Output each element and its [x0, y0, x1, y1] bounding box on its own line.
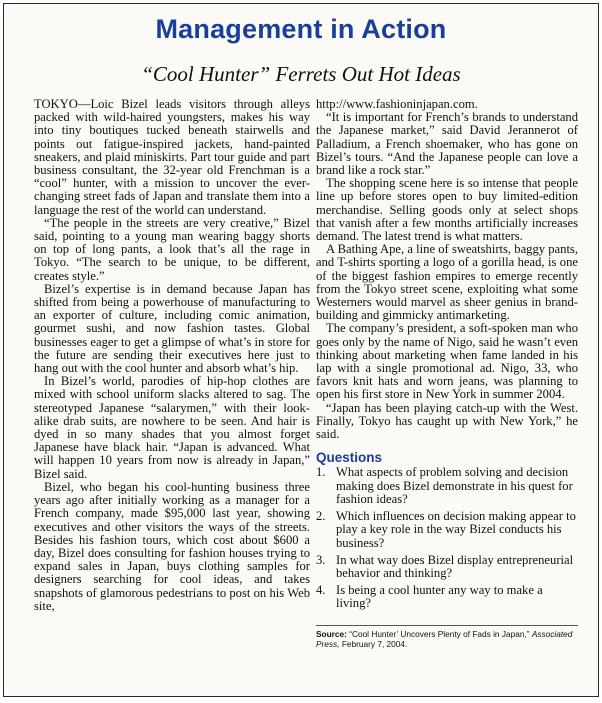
- section-title: Management in Action: [155, 14, 447, 44]
- question-item: [316, 584, 578, 610]
- article-paragraph: “It is important for French’s brands to understand the Japanese market,” said David Jerannerot of Palladium, a French shoemaker, who has gone on Bizel’s tours. “And the Japanese people can love a brand like a rock star.”: [316, 110, 578, 178]
- question-number: 3.: [316, 552, 326, 567]
- article-paragraph: A Bathing Ape, a line of sweatshirts, baggy pants, and T-shirts sporting a logo of a gorilla head, is one of the biggest fashion empires to emerge recently from the Tokyo street scene, exploiting what some Westerners would marvel as sheer genius in brand-building and gimmicky antimarketing.: [316, 242, 578, 323]
- website-url: http://www.fashioninjapan.com.: [316, 97, 478, 111]
- question-text: In what way does Bizel display entrepreneurial behavior and thinking?: [336, 552, 574, 580]
- question-text: Is being a cool hunter any way to make a living?: [336, 583, 543, 611]
- article-paragraph: “The people in the streets are very creative,” Bizel said, pointing to a young man wearing baggy shorts on top of long pants, a look that’s all the rage in Tokyo. “The search to be unique, to be different, creates style.”: [34, 215, 310, 283]
- question-item: [316, 510, 578, 550]
- right-column: [316, 98, 578, 649]
- article-page: [3, 3, 599, 697]
- article-headline: “Cool Hunter” Ferrets Out Hot Ideas: [141, 62, 461, 86]
- source-text: “Cool Hunter’ Uncovers Plenty of Fads in Japan,”: [346, 628, 532, 639]
- article-paragraph: TOKYO—Loic Bizel leads visitors through alleys packed with wild-haired youngsters, makes his way into tiny boutiques tucked beneath stairwells and points out fatigue-inspired jackets, hand-painted sneakers, and plaid miniskirts. Part tour guide and part business consultant, the 32-year old Frenchman is a “cool” hunter, with a mission to uncover the ever-changing street fads of Japan and translate them into a language the rest of the world can understand.: [34, 97, 310, 217]
- question-item: [316, 466, 578, 506]
- source-publication: Associated Press,: [316, 628, 573, 649]
- article-paragraph: The company’s president, a soft-spoken man who goes only by the name of Nigo, said he wasn’t even thinking about marketing when fame landed in his lap with a single promotional ad. Nigo, 33, who favors knit hats and worn jeans, was planning to open his first store in New York in summer 2004.: [316, 321, 578, 402]
- article-paragraph: “Japan has been playing catch-up with the West. Finally, Tokyo has caught up with New York,” he said.: [316, 400, 578, 442]
- article-paragraph: In Bizel’s world, parodies of hip-hop clothes are mixed with school uniform slacks altered to sag. The stereotyped Japanese “salarymen,” with their look-alike drab suits, are nowhere to be seen. And hair is dyed in so many shades that you almost forget Japanese have black hair. “Japan is advanced. What will happen 10 years from now is already in Japan,” Bizel said.: [34, 374, 310, 481]
- question-number: 1.: [316, 465, 326, 480]
- question-item: [316, 554, 578, 580]
- source-label: Source:: [316, 628, 347, 639]
- questions-heading: Questions: [316, 450, 383, 466]
- source-citation: [316, 625, 578, 649]
- article-paragraph: Bizel’s expertise is in demand because Japan has shifted from being a powerhouse of manufacturing to an exporter of culture, including comic animation, gourmet sushi, and now fashion tastes. Global businesses eager to get a glimpse of what’s in store for the future are sending their executives here just to hang out with the cool hunter and absorb what’s hip.: [34, 281, 310, 376]
- left-column: [34, 98, 310, 613]
- questions-list: [316, 466, 578, 610]
- question-text: Which influences on decision making appear to play a key role in the way Bizel conducts his business?: [336, 509, 576, 550]
- question-number: 2.: [316, 509, 326, 524]
- question-text: What aspects of problem solving and decision making does Bizel demonstrate in his quest for fashion ideas?: [336, 465, 573, 506]
- source-date: February 7, 2004.: [339, 638, 408, 649]
- article-paragraph: Bizel, who began his cool-hunting business three years ago after initially working as a manager for a French company, made $95,000 last year, showing executives and other visitors the ways of the streets. Besides his fashion tours, which cost about $600 a day, Bizel does consulting for fashion houses trying to expand sales in Japan, buys clothing samples for designers searching for cool ideas, and takes snapshots of glamorous pedestrians to post on his Web site,: [34, 479, 310, 613]
- question-number: 4.: [316, 583, 326, 598]
- article-paragraph: The shopping scene here is so intense that people line up before stores open to buy limited-edition merchandise. Selling goods only at select shops that vanish after a few months artificially increases demand. The latest trend is what matters.: [316, 176, 578, 244]
